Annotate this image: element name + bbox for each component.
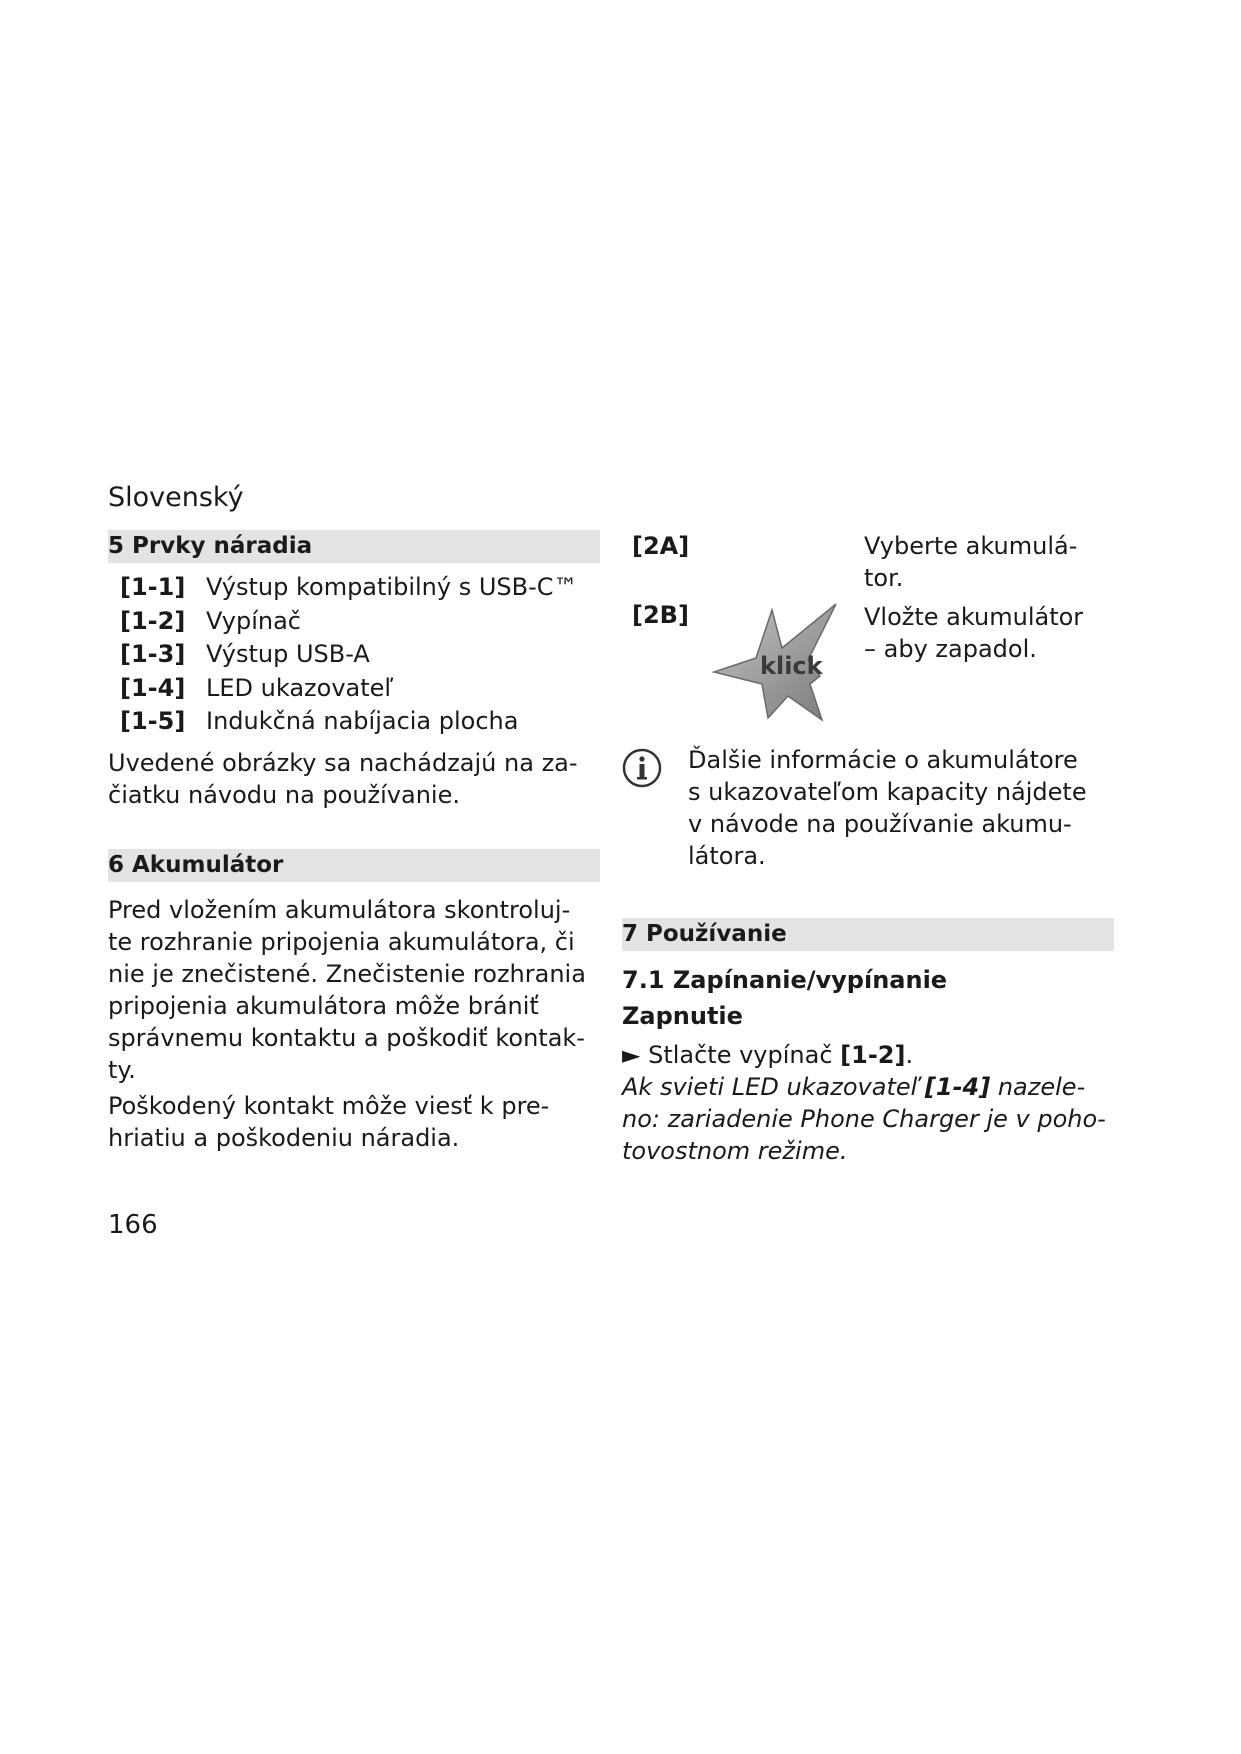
text-line: ty. bbox=[108, 1055, 136, 1084]
text-line: tor. bbox=[864, 564, 904, 592]
part-label: Vypínač bbox=[206, 606, 301, 635]
part-item bbox=[120, 605, 600, 639]
info-note bbox=[688, 744, 1118, 872]
step-text: ► Stlačte vypínač bbox=[622, 1041, 841, 1069]
italic-line: no: zariadenie Phone Charger je v poho- bbox=[622, 1105, 1106, 1133]
text-line: Uvedené obrázky sa nachádzajú na za- bbox=[108, 748, 578, 777]
text-line: v návode na používanie akumu- bbox=[688, 810, 1072, 838]
click-label: klick bbox=[760, 652, 823, 680]
part-label: Indukčná nabíjacia plocha bbox=[206, 707, 519, 735]
part-label: LED ukazovateľ bbox=[206, 673, 394, 702]
text-line: čiatku návodu na používanie. bbox=[108, 780, 460, 809]
step-ref: [2B] bbox=[632, 601, 689, 629]
text-line: Pred vložením akumulátora skontroluj- bbox=[108, 895, 571, 924]
subheading: Zapnutie bbox=[622, 1002, 743, 1030]
text-line: správnemu kontaktu a poškodiť kontak- bbox=[108, 1023, 585, 1052]
figures-note bbox=[108, 747, 600, 811]
section-6-heading: 6 Akumulátor bbox=[108, 849, 600, 882]
part-item bbox=[120, 672, 600, 706]
italic-ref: [1-4] bbox=[924, 1073, 991, 1101]
text-line: látora. bbox=[688, 842, 766, 870]
step-2b bbox=[632, 601, 689, 629]
part-key: [1-1] bbox=[120, 573, 186, 601]
italic-text: nazele- bbox=[990, 1073, 1086, 1101]
italic-line bbox=[622, 1071, 1114, 1103]
instruction-step bbox=[622, 1039, 1114, 1071]
text-line: Vyberte akumulá- bbox=[864, 532, 1078, 560]
part-key: [1-5] bbox=[120, 707, 186, 735]
italic-line: tovostnom režime. bbox=[622, 1137, 848, 1165]
text-line: s ukazovateľom kapacity nájdete bbox=[688, 778, 1087, 806]
part-item bbox=[120, 705, 600, 739]
part-label: Výstup USB-A bbox=[206, 640, 370, 668]
section-5-heading: 5 Prvky náradia bbox=[108, 530, 600, 563]
step-suffix: . bbox=[905, 1041, 914, 1069]
language-header: Slovenský bbox=[108, 482, 244, 513]
step-2b-text bbox=[864, 601, 1114, 665]
text-line: nie je znečistené. Znečistenie rozhrania bbox=[108, 959, 586, 988]
part-key: [1-2] bbox=[120, 606, 186, 635]
part-label: Výstup kompatibilný s USB-C™ bbox=[206, 573, 578, 601]
part-key: [1-3] bbox=[120, 640, 186, 668]
click-illustration bbox=[712, 600, 852, 726]
text-line: – aby zapadol. bbox=[864, 635, 1037, 663]
text-line: te rozhranie pripojenia akumulátora, či bbox=[108, 927, 575, 956]
text-line: Vložte akumulátor bbox=[864, 603, 1084, 631]
battery-paragraph bbox=[108, 894, 600, 1086]
text-line: Ďalšie informácie o akumulátore bbox=[688, 746, 1078, 774]
parts-list bbox=[120, 571, 600, 739]
left-column bbox=[108, 530, 600, 1154]
page-number: 166 bbox=[108, 1210, 158, 1240]
text-line: hriatiu a poškodeniu náradia. bbox=[108, 1123, 460, 1152]
section-7-heading: 7 Používanie bbox=[622, 918, 1114, 951]
italic-text: Ak svieti LED ukazovateľ bbox=[622, 1073, 925, 1101]
info-icon bbox=[622, 748, 662, 788]
step-ref: [2A] bbox=[632, 532, 690, 560]
step-2a-text bbox=[864, 530, 1114, 594]
section-7 bbox=[622, 918, 1114, 1167]
subsection-title: 7.1 Zapínanie/vypínanie bbox=[622, 966, 948, 994]
part-item bbox=[120, 571, 600, 605]
damage-paragraph bbox=[108, 1090, 600, 1154]
part-key: [1-4] bbox=[120, 673, 186, 702]
text-line: pripojenia akumulátora môže brániť bbox=[108, 991, 539, 1020]
text-line: Poškodený kontakt môže viesť k pre- bbox=[108, 1091, 550, 1120]
step-ref: [1-2] bbox=[840, 1041, 906, 1069]
part-item bbox=[120, 638, 600, 672]
